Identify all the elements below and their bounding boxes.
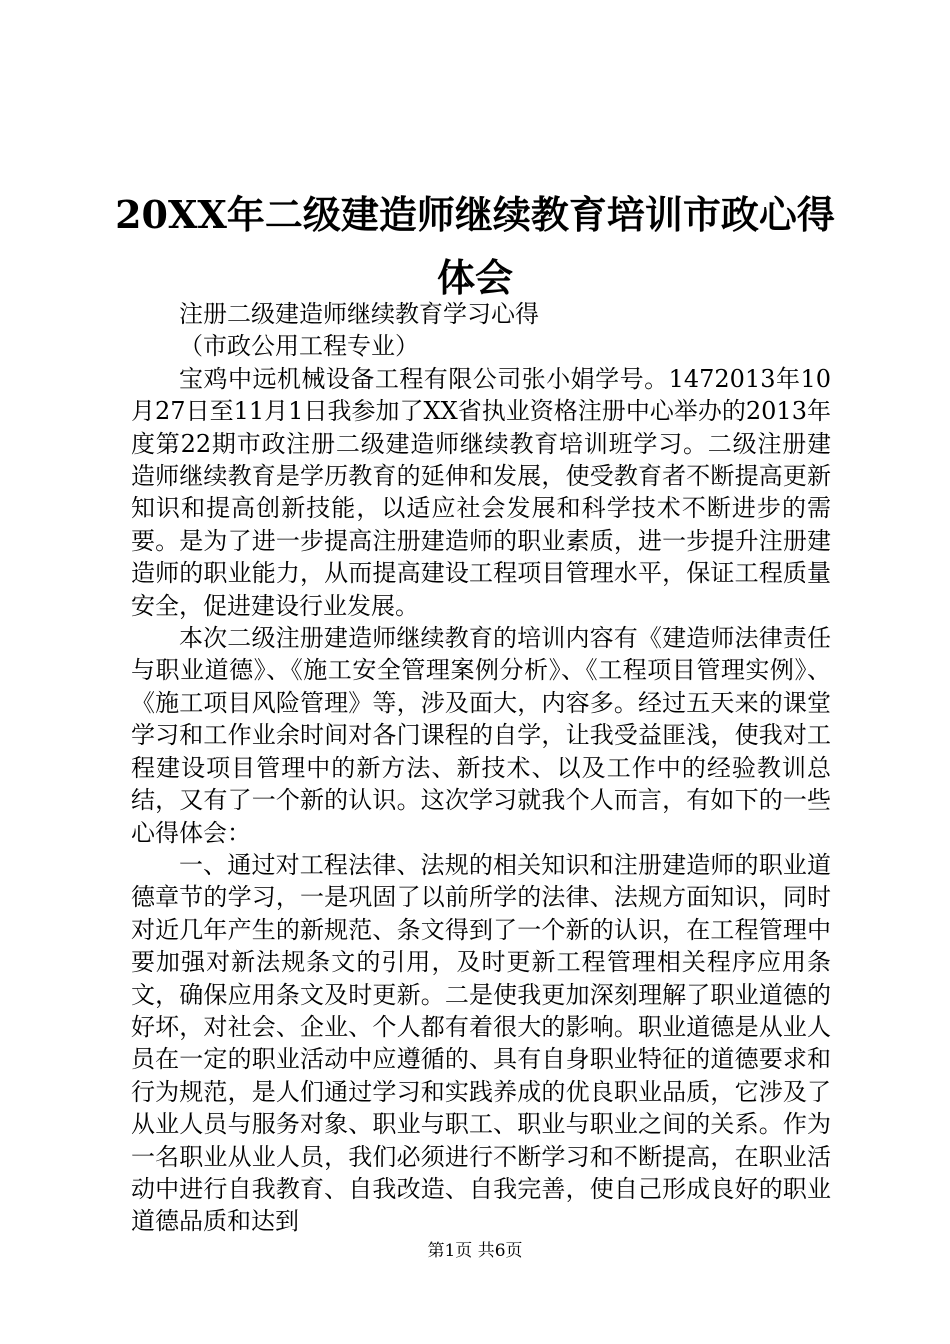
paragraph-3: 一、通过对工程法律、法规的相关知识和注册建造师的职业道德章节的学习，一是巩固了以前所学的法律、法规方面知识，同时对近几年产生的新规范、条文得到了一个新的认识，在工程管理中要加强对新法规条文的引用，及时更新工程管理相关程序应用条文，确保应用条文及时更新。二是使我更加深刻理解了职业道德的好坏，对社会、企业、个人都有着很大的影响。职业道德是从业人员在一定的职业活动中应遵循的、具有自身职业特征的道德要求和行为规范，是人们通过学习和实践养成的优良职业品质，它涉及了从业人员与服务对象、职业与职工、职业与职业之间的关系。作为一名职业从业人员，我们必须进行不断学习和不断提高，在职业活动中进行自我教育、自我改造、自我完善，使自己形成良好的职业道德品质和达到 xyxy=(131,850,831,1236)
document-body xyxy=(131,298,831,1238)
document-title: 20XX年二级建造师继续教育培训市政心得体会 xyxy=(115,192,835,300)
page-footer: 第1页 共6页 xyxy=(427,1241,523,1261)
subtitle-line: 注册二级建造师继续教育学习心得 xyxy=(179,300,539,328)
paragraph-2: 本次二级注册建造师继续教育的培训内容有《建造师法律责任与职业道德》、《施工安全管理案例分析》、《工程项目管理实例》、《施工项目风险管理》等，涉及面大，内容多。经过五天来的课堂学习和工作业余时间对各门课程的自学，让我受益匪浅，使我对工程建设项目管理中的新方法、新技术、以及工作中的经验教训总结，又有了一个新的认识。这次学习就我个人而言，有如下的一些心得体会： xyxy=(131,624,831,847)
specialty-line: （市政公用工程专业） xyxy=(179,332,419,361)
paragraph-1: 宝鸡中远机械设备工程有限公司张小娟学号。1472013年10月27日至11月1日我参加了XX省执业资格注册中心举办的2013年度第22期市政注册二级建造师继续教育培训班学习。二级注册建造师继续教育是学历教育的延伸和发展，使受教育者不断提高更新知识和提高创新技能，以适应社会发展和科学技术不断进步的需要。是为了进一步提高注册建造师的职业素质，进一步提升注册建造师的职业能力，从而提高建设工程项目管理水平，保证工程质量安全，促进建设行业发展。 xyxy=(131,364,831,620)
